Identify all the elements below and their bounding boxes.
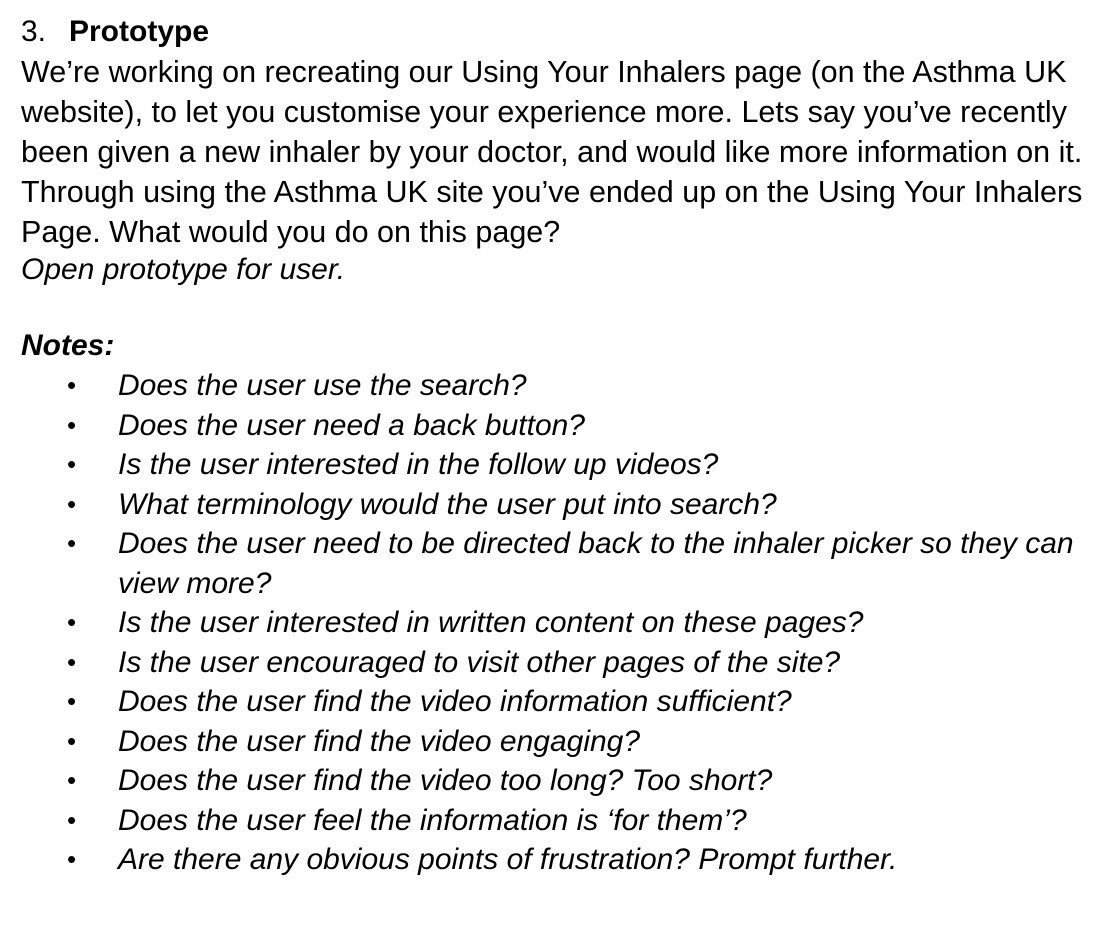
- bullet-icon: •: [67, 449, 77, 479]
- bullet-icon: •: [67, 646, 77, 677]
- section-number: 3.: [21, 15, 47, 48]
- list-item-text: Does the user feel the information is ‘for them’?: [118, 803, 747, 837]
- list-item: [21, 485, 1118, 525]
- list-item: [21, 603, 1118, 643]
- notes-list: [21, 366, 1118, 880]
- list-item: [21, 840, 1118, 880]
- bullet-icon: •: [67, 488, 77, 519]
- scenario-paragraph: We’re working on recreating our Using Your Inhalers page (on the Asthma UK website), to let you customise your experience more. Lets say you’ve recently been given a new inhaler by your doctor, and would like more information on it. Through using the Asthma UK site you’ve ended up on the Using Your Inhalers Page. What would you do on this page?: [21, 55, 1083, 249]
- list-item-text: Does the user need to be directed back to the inhaler picker so they can view more?: [118, 527, 1074, 600]
- bullet-icon: •: [67, 725, 77, 756]
- bullet-icon: •: [67, 686, 77, 716]
- list-item: [21, 722, 1118, 762]
- list-item: [21, 801, 1118, 841]
- bullet-icon: •: [67, 607, 77, 637]
- list-item-text: Does the user use the search?: [118, 369, 527, 402]
- list-item-text: Does the user find the video too long? Too short?: [118, 764, 773, 797]
- notes-label: Notes:: [21, 329, 115, 362]
- list-item-text: Is the user interested in written content on these pages?: [118, 606, 864, 639]
- list-item-text: Does the user find the video information sufficient?: [118, 685, 792, 718]
- list-item-text: Is the user encouraged to visit other pages of the site?: [118, 645, 841, 679]
- list-item-text: Does the user find the video engaging?: [118, 724, 641, 758]
- list-item-text: Does the user need a back button?: [118, 408, 585, 442]
- bullet-icon: •: [67, 528, 77, 558]
- section-heading: [21, 12, 1118, 52]
- list-item-text: Is the user interested in the follow up videos?: [118, 448, 719, 481]
- list-item: [21, 643, 1118, 683]
- list-item: [21, 761, 1118, 801]
- section-title: Prototype: [69, 15, 210, 48]
- bullet-icon: •: [67, 409, 77, 440]
- spacer: [21, 288, 1118, 326]
- list-item: [21, 445, 1118, 485]
- bullet-icon: •: [67, 370, 77, 400]
- bullet-icon: •: [67, 765, 77, 795]
- list-item: [21, 524, 1118, 603]
- bullet-icon: •: [67, 804, 77, 835]
- list-item-text: What terminology would the user put into search?: [118, 487, 777, 521]
- list-item: [21, 406, 1118, 446]
- instruction-text: Open prototype for user.: [21, 253, 346, 286]
- list-item: [21, 682, 1118, 722]
- list-item: [21, 366, 1118, 406]
- bullet-icon: •: [67, 844, 77, 874]
- list-item-text: Are there any obvious points of frustration? Prompt further.: [118, 843, 898, 876]
